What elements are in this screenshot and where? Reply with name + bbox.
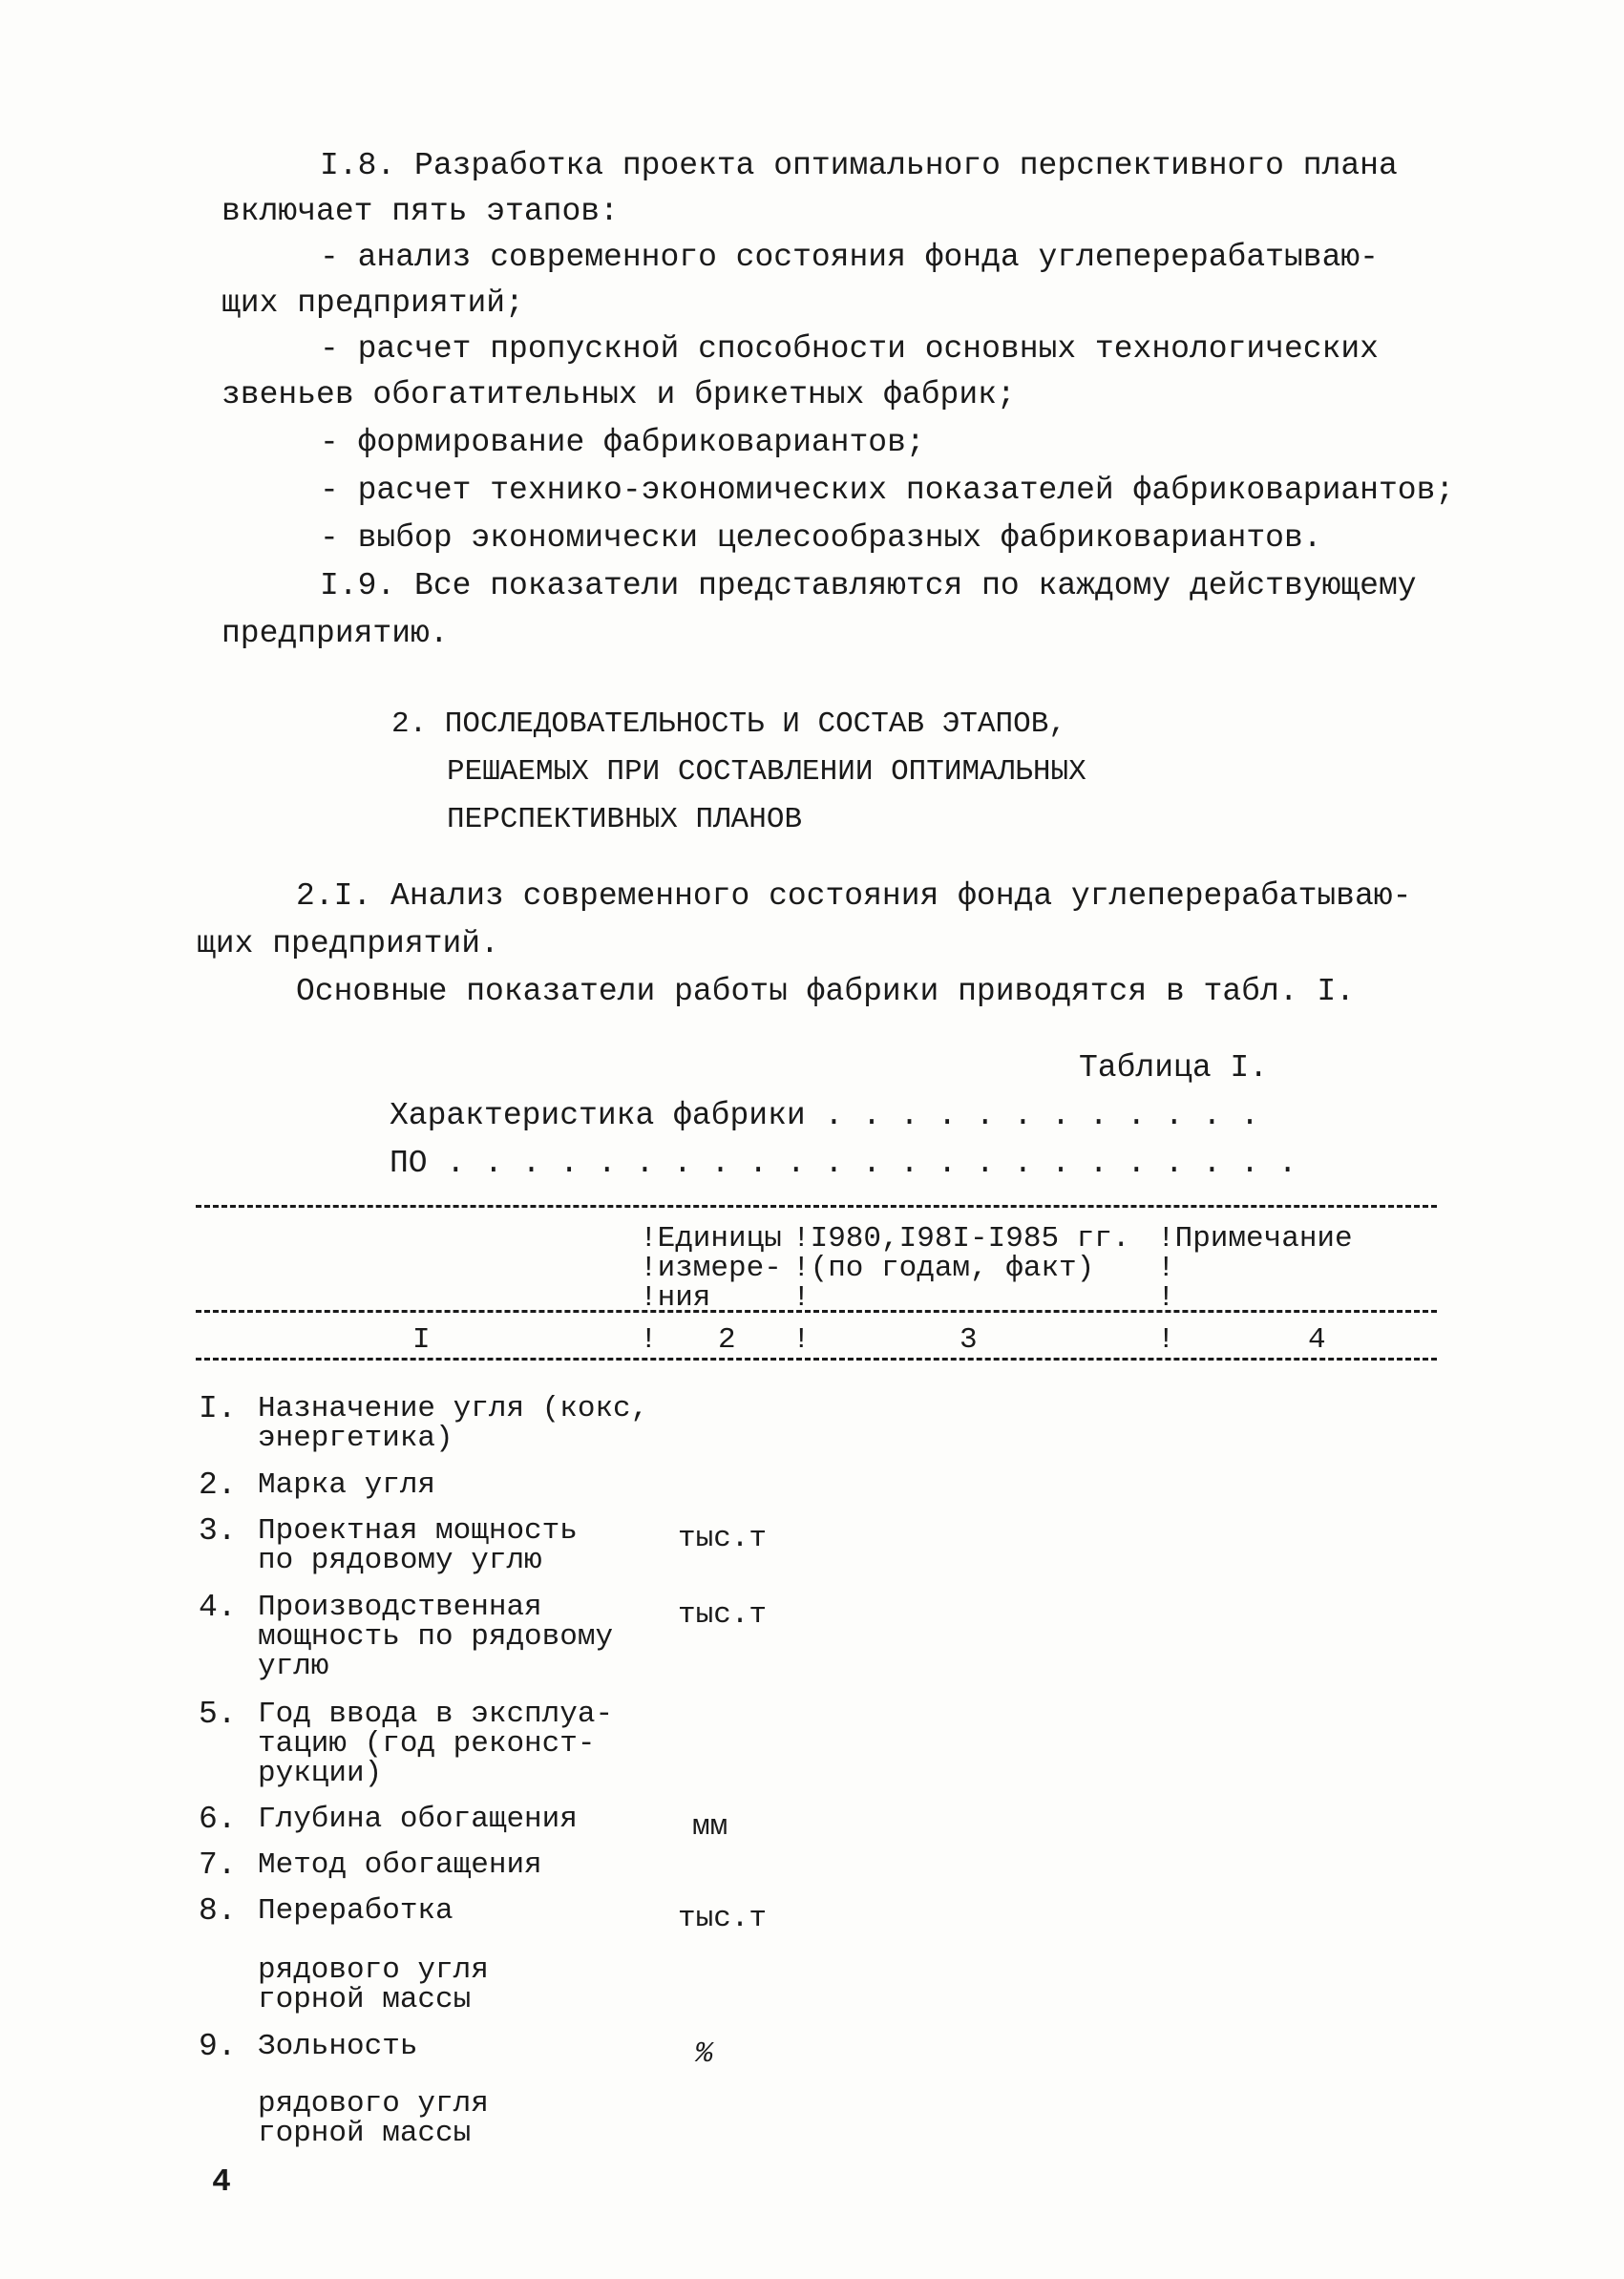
para-1-9-line-2: предприятию. (221, 616, 449, 651)
row-label: рядового угля горной массы (258, 2087, 489, 2150)
table-title-po: ПО . . . . . . . . . . . . . . . . . . . . . . . (390, 1146, 1297, 1181)
list-item: - расчет технико-экономических показателей фабриковариантов; (320, 473, 1455, 508)
row-number: 3. (199, 1513, 237, 1549)
row-label: Назначение угля (кокс, энергетика) (258, 1392, 649, 1455)
list-item: звеньев обогатительных и брикетных фабрик; (221, 377, 1016, 412)
row-unit: тыс.т (678, 1598, 768, 1632)
list-item: - формирование фабриковариантов; (320, 425, 925, 460)
para-1-8-line-2: включает пять этапов: (221, 194, 619, 229)
row-number: 5. (199, 1697, 237, 1732)
page-number: 4 (212, 2164, 231, 2200)
para-1-8-line-1: I.8. Разработка проекта оптимального перспективного плана (320, 148, 1398, 183)
row-number: 4. (199, 1590, 237, 1625)
row-number: 8. (199, 1893, 237, 1929)
col-divider: ! (1157, 1323, 1175, 1357)
row-number: 9. (199, 2029, 237, 2064)
row-label: рядового угля горной массы (258, 1953, 489, 2016)
row-label: Марка угля (258, 1468, 436, 1502)
header-years: !I980,I98I-I985 гг. !(по годам, факт) ! (792, 1222, 1130, 1315)
section-heading-line-2: РЕШАЕМЫХ ПРИ СОСТАВЛЕНИИ ОПТИМАЛЬНЫХ (447, 755, 1086, 789)
list-item: - выбор экономически целесообразных фабриковариантов. (320, 520, 1322, 556)
para-2-1-line-1: 2.I. Анализ современного состояния фонда углеперерабатываю- (296, 878, 1412, 914)
row-number: 7. (199, 1847, 237, 1883)
row-label: Проектная мощность по рядовому углю (258, 1514, 578, 1577)
header-note: !Примечание ! ! (1157, 1222, 1353, 1315)
list-item: - анализ современного состояния фонда углеперерабатываю- (320, 240, 1379, 275)
row-label: Глубина обогащения (258, 1803, 578, 1836)
row-number: 2. (199, 1467, 237, 1503)
col-number-4: 4 (1308, 1323, 1326, 1357)
row-number: I. (199, 1391, 237, 1426)
section-heading-line-3: ПЕРСПЕКТИВНЫХ ПЛАНОВ (447, 803, 803, 836)
header-units: !Единицы !измере- !ния (640, 1222, 782, 1315)
row-unit: тыс.т (678, 1902, 768, 1935)
para-table-ref: Основные показатели работы фабрики приводятся в табл. I. (296, 974, 1355, 1009)
para-2-1-line-2: щих предприятий. (197, 926, 499, 961)
row-unit: мм (692, 1810, 728, 1844)
section-heading-line-1: 2. ПОСЛЕДОВАТЕЛЬНОСТЬ И СОСТАВ ЭТАПОВ, (391, 707, 1066, 741)
col-number-1: I (412, 1323, 431, 1357)
row-label: Производственная мощность по рядовому углю (258, 1591, 614, 1683)
col-number-2: 2 (718, 1323, 736, 1357)
row-number: 6. (199, 1802, 237, 1837)
col-number-3: 3 (960, 1323, 978, 1357)
list-item: щих предприятий; (221, 285, 524, 321)
table-caption: Таблица I. (1079, 1050, 1269, 1086)
row-label: Год ввода в эксплуа- тацию (год реконст- рукции) (258, 1698, 614, 1790)
table-rule-col-numbers (196, 1358, 1437, 1361)
row-label: Переработка (258, 1894, 453, 1928)
row-label: Метод обогащения (258, 1848, 542, 1882)
row-unit: тыс.т (678, 1522, 768, 1555)
table-rule-top (196, 1205, 1437, 1208)
col-divider: ! (640, 1323, 658, 1357)
list-item: - расчет пропускной способности основных технологических (320, 331, 1379, 367)
para-1-9-line-1: I.9. Все показатели представляются по каждому действующему (320, 568, 1417, 603)
table-title-characteristic: Характеристика фабрики . . . . . . . . . . . . (390, 1098, 1259, 1133)
row-unit: % (695, 2037, 713, 2071)
row-label: Зольность (258, 2030, 418, 2063)
col-divider: ! (792, 1323, 811, 1357)
